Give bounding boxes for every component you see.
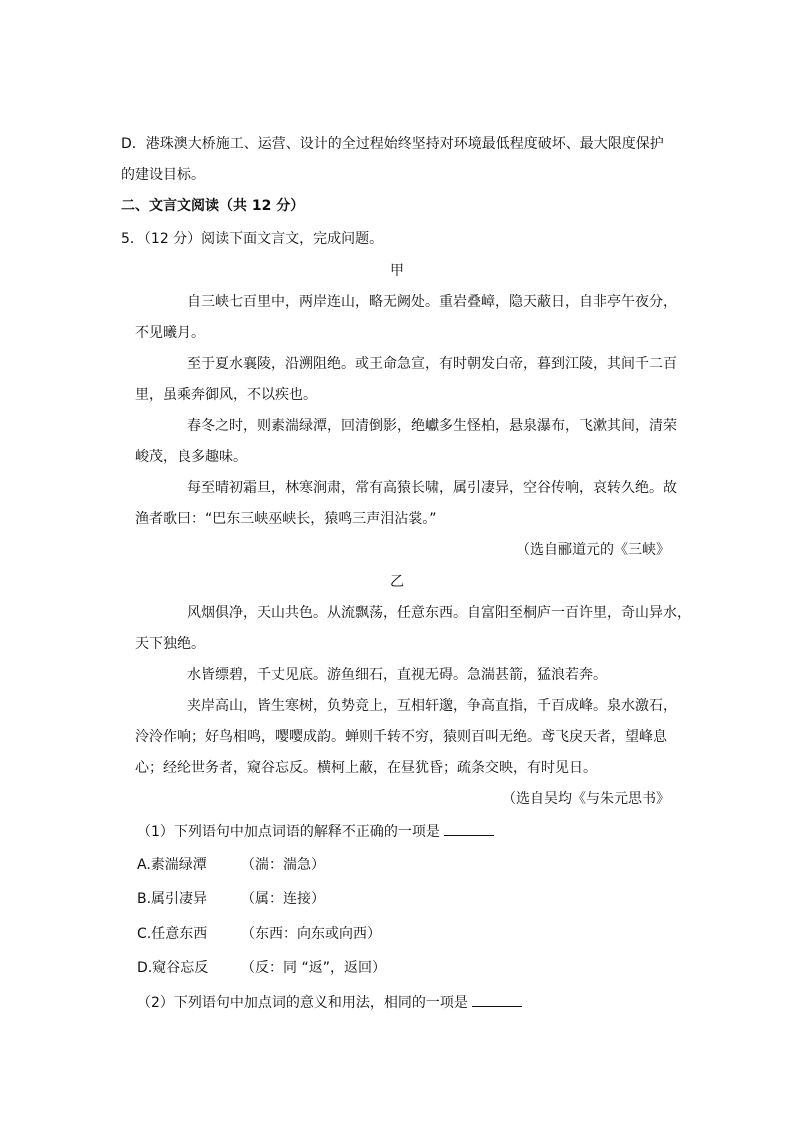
sub1-option-a-gloss: （湍：湍急） (241, 857, 325, 873)
question-5-stem: 5．（12 分）阅读下面文言文，完成问题。 (121, 231, 384, 247)
jia-p4-line2: 渔者歌曰：“巴东三峡巫峡长，猿鸣三声泪沾裳。” (135, 511, 437, 527)
option-d-line1: D．港珠澳大桥施工、运营、设计的全过程始终坚持对环境最低程度破坏、最大限度保护 (121, 136, 664, 152)
option-d-line2: 的建设目标。 (121, 167, 205, 183)
jia-p1-line1: 自三峡七百里中，两岸连山，略无阙处。重岩叠嶂，隐天蔽日，自非亭午夜分， (187, 294, 677, 310)
yi-p3-line3: 心；经纶世务者，窥谷忘反。横柯上蔽，在昼犹昏；疏条交映，有时见日。 (135, 760, 597, 776)
sub1-option-a: A.素湍绿潭 (137, 857, 207, 873)
section-heading: 二、文言文阅读（共 12 分） (121, 198, 305, 214)
yi-p3-line1: 夹岸高山，皆生寒树，负势竞上，互相轩邈，争高直指，千百成峰。泉水激石， (187, 698, 677, 714)
sub1-option-b-gloss: （属：连接） (241, 891, 325, 907)
yi-p1-line2: 天下独绝。 (135, 636, 205, 652)
sub1-option-c: C.任意东西 (137, 926, 208, 942)
sub1-option-c-gloss: （东西：向东或向西） (241, 926, 381, 942)
jia-p3-line2: 峻茂，良多趣味。 (135, 449, 247, 465)
sub2-stem-text: （2）下列语句中加点词的意义和用法，相同的一项是 (137, 995, 468, 1011)
jia-p2-line1: 至于夏水襄陵，沿溯阻绝。或王命急宣，有时朝发白帝，暮到江陵，其间千二百 (187, 356, 677, 372)
jia-p2-line2: 里，虽乘奔御风，不以疾也。 (135, 387, 317, 403)
jia-source: （选自郦道元的《三峡》 (516, 542, 670, 558)
sub2-stem (137, 992, 522, 1012)
answer-blank-2[interactable] (472, 992, 522, 1007)
answer-blank-1[interactable] (444, 821, 494, 836)
sub1-option-d-gloss: （反：同 “返”，返回） (241, 960, 386, 976)
yi-p2-line1: 水皆缥碧，千丈见底。游鱼细石，直视无碍。急湍甚箭，猛浪若奔。 (187, 667, 607, 683)
yi-p1-line1: 风烟俱净，天山共色。从流飘荡，任意东西。自富阳至桐庐一百许里，奇山异水， (187, 605, 691, 621)
sub1-stem (137, 821, 494, 841)
sub1-stem-text: （1）下列语句中加点词语的解释不正确的一项是 (137, 824, 440, 840)
passage-jia-label: 甲 (390, 263, 404, 279)
sub1-option-d: D.窥谷忘反 (137, 960, 209, 976)
jia-p1-line2: 不见曦月。 (135, 325, 205, 341)
jia-p4-line1: 每至晴初霜旦，林寒涧肃，常有高猿长啸，属引凄异，空谷传响，哀转久绝。故 (187, 480, 677, 496)
passage-yi-label: 乙 (390, 574, 404, 590)
jia-p3-line1: 春冬之时，则素湍绿潭，回清倒影，绝巘多生怪柏，悬泉瀑布，飞漱其间，清荣 (187, 418, 677, 434)
yi-p3-line2: 泠泠作响；好鸟相鸣，嘤嘤成韵。蝉则千转不穷，猿则百叫无绝。鸢飞戾天者，望峰息 (135, 729, 667, 745)
sub1-option-b: B.属引凄异 (137, 891, 208, 907)
yi-source: （选自吴均《与朱元思书》 (502, 791, 670, 807)
